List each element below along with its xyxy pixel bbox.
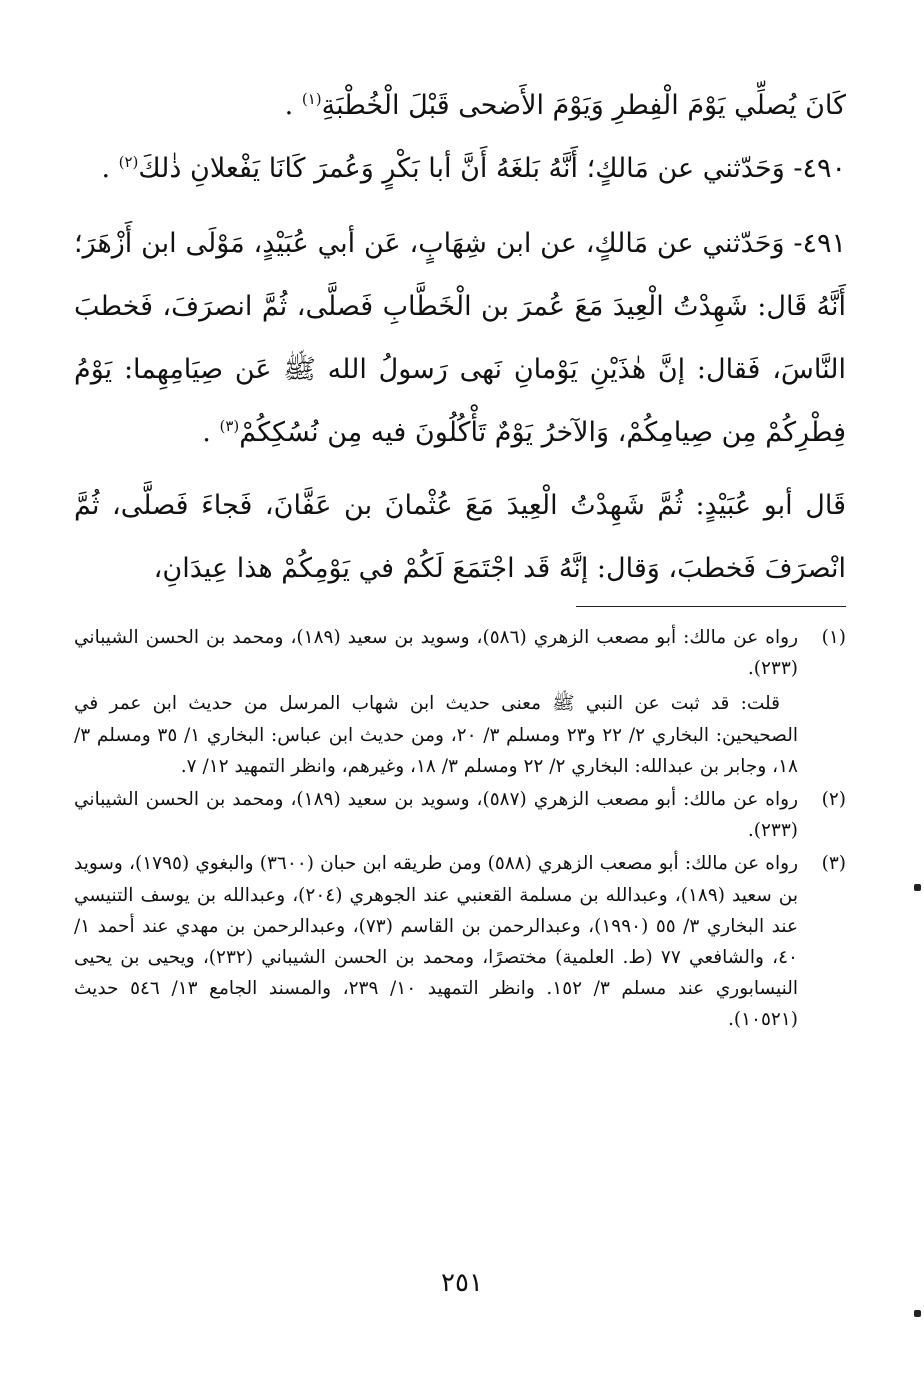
footnote-label-3: (٣) (821, 853, 846, 875)
paragraph-490-text: وَحَدّثني عن مَالكٍ؛ أَنَّهُ بَلغَهُ أَنَّ أبا بَكْرٍ وَعُمرَ كَانَا يَفْعلانِ ذٰلكَ (138, 153, 785, 184)
paragraph-1 (74, 74, 846, 137)
footnote-body-3 (74, 848, 798, 1035)
main-text (74, 74, 846, 600)
footnote-text-3: رواه عن مالك: أبو مصعب الزهري (٥٨٨) ومن طريقه ابن حبان (٣٦٠٠) والبغوي (١٧٩٥)، وسويد بن سعيد (١٨٩)، وعبدالله بن مسلمة القعنبي عند الجوهري (٢٠٤)، وعبدالله بن يوسف التنيسي عند البخاري ٣/ ٥٥ (١٩٩٠)، وعبدالرحمن بن القاسم (٧٣)، وعبدالرحمن بن مهدي عند أحمد ١/ ٤٠، والشافعي ٧٧ (ط. العلمية) مختصرًا، ومحمد بن الحسن الشيباني (٢٣٢)، ويحيى بن يحيى النيسابوري عند مسلم ٣/ ١٥٢. وانظر التمهيد ١٠/ ٢٣٩، والمسند الجامع ١٣/ ٥٤٦ حديث (١٠٥٢١). (74, 853, 798, 1031)
footnote-text-2: رواه عن مالك: أبو مصعب الزهري (٥٨٧)، وسويد بن سعيد (١٨٩)، ومحمد بن الحسن الشيباني (٢٣٣). (74, 789, 799, 842)
footnote-3 (74, 848, 846, 1035)
footnote-separator (576, 606, 846, 607)
paragraph-1-text: كَانَ يُصلِّي يَوْمَ الْفِطرِ وَيَوْمَ الأَضحى قَبْلَ الْخُطْبَةِ (321, 90, 846, 121)
footnote-body-1 (74, 622, 798, 782)
paragraph-490 (74, 137, 846, 200)
footnote-label-2: (٢) (821, 789, 846, 811)
footnote-body-2 (74, 784, 798, 846)
footnote-note-1: قلت: قد ثبت عن النبي ﷺ معنى حديث ابن شهاب المرسل من حديث ابن عمر في الصحيحين: البخاري ٢/ ٢٢ و٢٣ ومسلم ٣/ ٢٠، ومن حديث ابن عباس: البخاري ١/ ٣٥ ومسلم ٣/ ١٨، وجابر بن عبدالله: البخاري ٢/ ٢٢ ومسلم ٣/ ١٨، وغيرهم، وانظر التمهيد ١٢/ ٧. (74, 693, 798, 777)
footnote-text-1: رواه عن مالك: أبو مصعب الزهري (٥٨٦)، وسويد بن سعيد (١٨٩)، ومحمد بن الحسن الشيباني (٢٣٣). (74, 627, 799, 680)
footnote-1 (74, 622, 846, 782)
paragraph-490-end: . (101, 153, 119, 184)
footnote-ref-1: (١) (301, 90, 322, 108)
footnote-ref-3: (٣) (219, 417, 240, 435)
margin-mark (914, 884, 921, 891)
paragraph-491-end: . (202, 417, 220, 448)
page-number: ٢٥١ (441, 1268, 483, 1298)
footnote-label-1: (١) (821, 627, 846, 648)
paragraph-1-end: . (284, 90, 302, 121)
footnote-2 (74, 784, 846, 846)
footnotes (74, 622, 846, 1038)
paragraph-491 (74, 212, 846, 464)
paragraph-abu-ubayd-text: قَال أبو عُبَيْدٍ: ثُمَّ شَهِدْتُ الْعِيدَ مَعَ عُثْمانَ بن عَفَّانَ، فَجاءَ فَصلَّى، ثُمَّ انْصرَفَ فَخطبَ، وَقال: إنَّهُ قَد اجْتَمَعَ لَكُمْ في يَوْمِكُمْ هذا عِيدَانِ، (74, 490, 846, 584)
paragraph-abu-ubayd (74, 474, 846, 600)
margin-mark (914, 1310, 921, 1317)
footnote-ref-2: (٢) (118, 153, 139, 171)
hadith-number-490: ٤٩٠- (784, 153, 846, 184)
hadith-number-491: ٤٩١- (784, 228, 846, 259)
paragraph-491-text: وَحَدّثني عن مَالكٍ، عن ابن شِهَابٍ، عَن أبي عُبَيْدٍ، مَوْلَى ابن أَزْهَرَ؛ أَنَّهُ قَال: شَهِدْتُ الْعِيدَ مَعَ عُمرَ بن الْخَطَّابِ فَصلَّى، ثُمَّ انصرَفَ، فَخطبَ النَّاسَ، فَقال: إنَّ هٰذَيْنِ يَوْمانِ نَهى رَسولُ الله ﷺ عَن صِيَامِهِما: يَوْمُ فِطْرِكُمْ مِن صِيامِكُمْ، وَالآخرُ يَوْمٌ تَأْكُلُونَ فيه مِن نُسُكِكُمْ (74, 228, 846, 448)
